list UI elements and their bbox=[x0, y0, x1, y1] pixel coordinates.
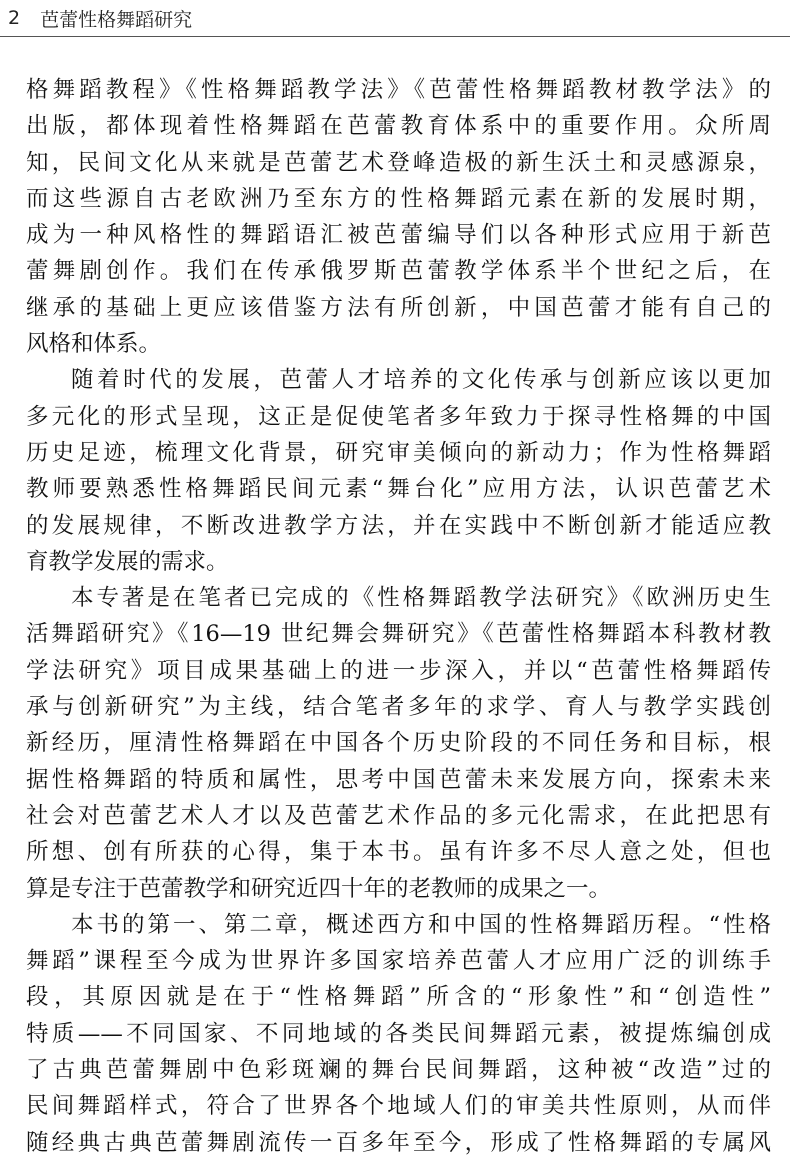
text-line: 承与创新研究”为主线，结合笔者多年的求学、育人与教学实践创 bbox=[26, 694, 771, 721]
text-line: 成为一种风格性的舞蹈语汇被芭蕾编导们以各种形式应用于新芭 bbox=[26, 222, 771, 249]
text-line: 段，其原因就是在于“性格舞蹈”所含的“形象性”和“创造性” bbox=[26, 984, 771, 1011]
text-line: 而这些源自古老欧洲乃至东方的性格舞蹈元素在新的发展时期， bbox=[26, 185, 771, 212]
text-line: 随着时代的发展，芭蕾人才培养的文化传承与创新应该以更加 bbox=[71, 367, 771, 394]
text-line: 本书的第一、第二章，概述西方和中国的性格舞蹈历程。“性格 bbox=[71, 911, 771, 938]
text-line: 民间舞蹈样式，符合了世界各个地域人们的审美共性原则，从而伴 bbox=[26, 1093, 771, 1120]
body-text bbox=[26, 72, 771, 1161]
text-line: 新经历，厘清性格舞蹈在中国各个历史阶段的不同任务和目标，根 bbox=[26, 730, 771, 757]
text-line: 本专著是在笔者已完成的《性格舞蹈教学法研究》《欧洲历史生 bbox=[71, 585, 771, 612]
header-rule bbox=[0, 36, 790, 37]
text-line: 育教学发展的需求。 bbox=[26, 548, 229, 575]
text-line: 风格和体系。 bbox=[26, 331, 162, 358]
text-line: 格舞蹈教程》《性格舞蹈教学法》《芭蕾性格舞蹈教材教学法》的 bbox=[26, 77, 771, 103]
running-header bbox=[8, 4, 192, 32]
text-line: 蕾舞剧创作。我们在传承俄罗斯芭蕾教学体系半个世纪之后，在 bbox=[26, 258, 771, 285]
text-line: 知，民间文化从来就是芭蕾艺术登峰造极的新生沃土和灵感源泉， bbox=[26, 149, 771, 176]
text-line: 继承的基础上更应该借鉴方法有所创新，中国芭蕾才能有自己的 bbox=[26, 294, 771, 321]
text-line: 所想、创有所获的心得，集于本书。虽有许多不尽人意之处，但也 bbox=[26, 839, 771, 866]
text-line: 历史足迹，梳理文化背景，研究审美倾向的新动力；作为性格舞蹈 bbox=[26, 439, 771, 466]
text-line: 出版，都体现着性格舞蹈在芭蕾教育体系中的重要作用。众所周 bbox=[26, 113, 771, 140]
text-line: 了古典芭蕾舞剧中色彩斑斓的舞台民间舞蹈，这种被“改造”过的 bbox=[26, 1057, 771, 1084]
text-line: 据性格舞蹈的特质和属性，思考中国芭蕾未来发展方向，探索未来 bbox=[26, 766, 771, 793]
text-line: 活舞蹈研究》《16—19 世纪舞会舞研究》《芭蕾性格舞蹈本科教材教 bbox=[26, 621, 771, 648]
text-line: 多元化的形式呈现，这正是促使笔者多年致力于探寻性格舞的中国 bbox=[26, 403, 771, 430]
text-line: 学法研究》项目成果基础上的进一步深入，并以“芭蕾性格舞蹈传 bbox=[26, 657, 771, 684]
text-line: 舞蹈”课程至今成为世界许多国家培养芭蕾人才应用广泛的训练手 bbox=[26, 948, 771, 975]
text-line: 社会对芭蕾艺术人才以及芭蕾艺术作品的多元化需求，在此把思有 bbox=[26, 802, 771, 829]
page-number: 2 bbox=[8, 7, 21, 29]
text-line: 教师要熟悉性格舞蹈民间元素“舞台化”应用方法，认识芭蕾艺术 bbox=[26, 476, 771, 503]
text-line: 算是专注于芭蕾教学和研究近四十年的老教师的成果之一。 bbox=[26, 875, 612, 902]
text-line: 特质——不同国家、不同地域的各类民间舞蹈元素，被提炼编创成 bbox=[26, 1020, 771, 1047]
text-line: 的发展规律，不断改进教学方法，并在实践中不断创新才能适应教 bbox=[26, 512, 771, 539]
book-title: 芭蕾性格舞蹈研究 bbox=[40, 8, 193, 31]
text-line: 随经典古典芭蕾舞剧流传一百多年至今，形成了性格舞蹈的专属风 bbox=[26, 1129, 771, 1156]
